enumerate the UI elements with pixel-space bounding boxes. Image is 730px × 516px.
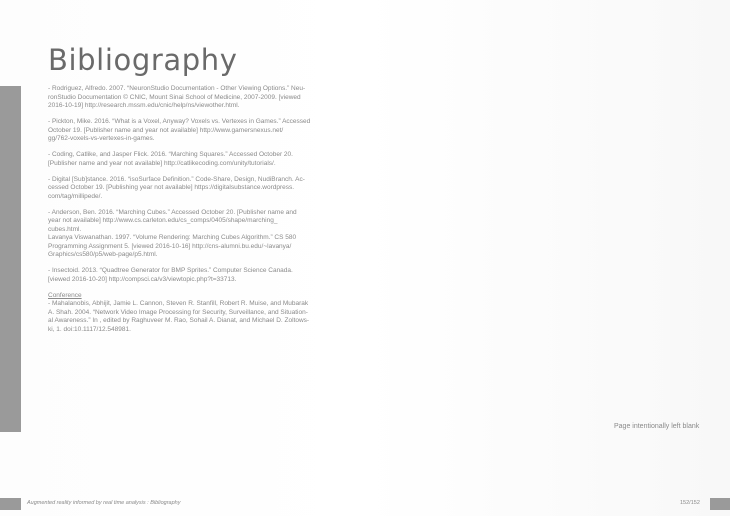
reference-line: al Awareness.” In , edited by Raghuveer M. Rao, Sohail A. Dianat, and Michael D. Zoltows-: [48, 317, 310, 324]
reference-entry: [48, 209, 348, 260]
footer-title: Augmented reality informed by real time analysis : Bibliography: [27, 500, 181, 506]
reference-line: 2016-10-19] http://research.mssm.edu/cnic/help/ns/viewother.html.: [48, 102, 240, 109]
reference-line: Programming Assignment 5. [viewed 2016-10-16] http://cns-alumni.bu.edu/~lavanya/: [48, 242, 292, 250]
reference-line: com/tag/millipede/.: [48, 192, 103, 200]
reference-line: A. Shah. 2004. “Network Video Image Processing for Security, Surveillance, and Situation-: [48, 308, 308, 316]
reference-line: [Publisher name and year not available] http://catlikecoding.com/unity/tutorials/.: [48, 159, 276, 167]
reference-line: year not available] http://www.cs.carleton.edu/cs_comps/0405/shape/marching_: [48, 217, 278, 224]
footer-marker-right: [710, 498, 730, 510]
reference-line: October 19. [Publisher name and year not available] http://www.gamersnexus.net/: [48, 126, 284, 134]
page-footer: [0, 498, 730, 510]
reference-line: cessed October 19. [Publishing year not available] https://digitalsubstance.wordpress.: [48, 184, 295, 191]
reference-line: Lavanya Viswanathan. 1997. “Volume Rendering: Marching Cubes Algorithm.” CS 580: [48, 234, 297, 241]
reference-line: - Digital [Sub]stance. 2016. “isoSurface Definition.” Code-Share, Design, NudiBranch. Ac-: [48, 175, 305, 183]
reference-line: ki, 1. doi:10.1117/12.548981.: [48, 325, 131, 333]
reference-line: ronStudio Documentation © CNIC, Mount Sinai School of Medicine, 2007-2009. [viewed: [48, 93, 301, 101]
reference-entry: [48, 118, 348, 144]
footer-marker-left: [0, 498, 21, 510]
reference-line: [viewed 2016-10-20] http://compsci.ca/v3/viewtopic.php?t=33713.: [48, 275, 237, 283]
reference-line: - Mahalanobis, Abhijit, Jamie L. Cannon, Steven R. Stanfill, Robert R. Muise, and Mubarak: [48, 300, 309, 307]
reference-line: Graphics/cs580/p5/web-page/p5.html.: [48, 251, 158, 258]
bibliography-list: [48, 85, 348, 342]
conference-section: [48, 292, 348, 335]
reference-line: - Pickton, Mike. 2016. “What is a Voxel, Anyway? Voxels vs. Vertexes in Games.” Accessed: [48, 118, 311, 125]
page-number: 152/152: [680, 500, 700, 506]
reference-line: gg/762-voxels-vs-vertexes-in-games.: [48, 135, 155, 142]
reference-entry: [48, 151, 348, 168]
conference-heading: Conference: [48, 291, 82, 299]
reference-entry: [48, 176, 348, 202]
reference-line: - Insectoid. 2013. “Quadtree Generator for BMP Sprites.” Computer Science Canada.: [48, 267, 293, 274]
page-title: Bibliography: [48, 43, 238, 77]
reference-line: cubes.html.: [48, 225, 82, 233]
reference-line: - Coding, Catlike, and Jasper Flick. 2016. “Marching Squares.” Accessed October 20.: [48, 151, 293, 158]
blank-page-note: Page intentionally left blank: [614, 423, 700, 430]
reference-line: - Anderson, Ben. 2016. “Marching Cubes.” Accessed October 20. [Publisher name and: [48, 208, 297, 216]
reference-entry: [48, 85, 348, 111]
reference-entry: [48, 267, 348, 284]
reference-line: - Rodriguez, Alfredo. 2007. “NeuronStudio Documentation - Other Viewing Options.” Neu-: [48, 85, 306, 92]
side-tab-marker: [0, 86, 21, 432]
